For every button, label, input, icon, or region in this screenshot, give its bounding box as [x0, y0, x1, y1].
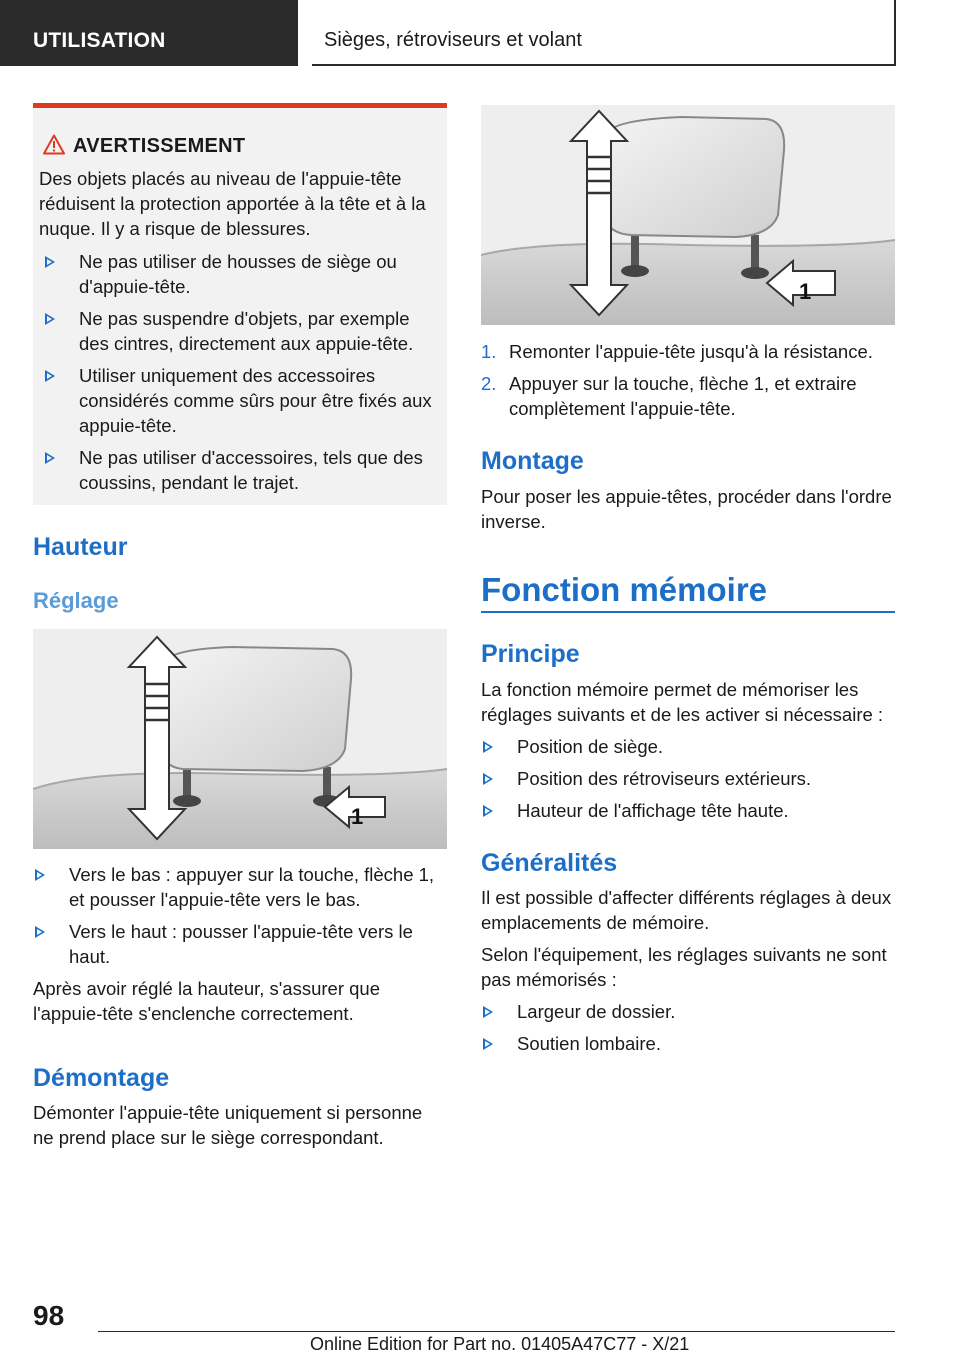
section-heading-hauteur: Hauteur	[33, 533, 128, 561]
bullet-triangle-icon	[483, 741, 493, 753]
list-item: Vers le haut : pousser l'appuie-tête vers le haut.	[33, 919, 447, 969]
demontage-text: Démonter l'appuie-tête uniquement si personne ne prend place sur le siège correspondant.	[33, 1102, 423, 1148]
warning-box	[33, 103, 447, 505]
bullet-triangle-icon	[45, 370, 55, 382]
headrest-illustration	[33, 629, 447, 849]
figure-label: 1	[799, 279, 812, 304]
section-heading-montage: Montage	[481, 447, 584, 475]
warning-body	[39, 166, 443, 502]
hauteur-note: Après avoir réglé la hauteur, s'assurer que l'appuie-tête s'enclenche correctement.	[33, 978, 381, 1024]
footer-edition: Online Edition for Part no. 01405A47C77 - X/21	[310, 1334, 690, 1354]
footer-rule	[98, 1331, 895, 1332]
list-item: Ne pas suspendre d'objets, par exemple des cintres, directement aux appuie-tête.	[43, 306, 443, 356]
list-item: Largeur de dossier.	[481, 999, 895, 1024]
principe-list	[481, 734, 895, 830]
bullet-triangle-icon	[483, 805, 493, 817]
generalites-text-1: Il est possible d'affecter différents réglages à deux emplacements de mémoire.	[481, 887, 892, 933]
list-item: Ne pas utiliser de housses de siège ou d'appuie-tête.	[43, 249, 443, 299]
bullet-triangle-icon	[45, 452, 55, 464]
list-item: Ne pas utiliser d'accessoires, tels que des coussins, pendant le trajet.	[43, 445, 443, 495]
header-separator	[298, 0, 312, 66]
generalites-list	[481, 999, 895, 1063]
removal-steps	[481, 339, 895, 428]
figure-label: 1	[351, 804, 364, 829]
bullet-triangle-icon	[483, 1038, 493, 1050]
headrest-adjust-figure	[33, 629, 447, 849]
warning-triangle-icon	[43, 134, 65, 155]
warning-list	[39, 249, 443, 495]
bullet-triangle-icon	[35, 926, 45, 938]
warning-title: AVERTISSEMENT	[73, 135, 246, 157]
warning-text: Des objets placés au niveau de l'appuie-tête réduisent la protection apportée à la tête et à la nuque. Il y a risque de blessures.	[39, 168, 426, 239]
bullet-triangle-icon	[483, 1006, 493, 1018]
section-heading-generalites: Généralités	[481, 849, 618, 877]
montage-text: Pour poser les appuie-têtes, procéder dans l'ordre inverse.	[481, 486, 892, 532]
list-item: Hauteur de l'affichage tête haute.	[481, 798, 895, 823]
list-item: Position de siège.	[481, 734, 895, 759]
bullet-triangle-icon	[45, 256, 55, 268]
headrest-illustration	[481, 105, 895, 325]
principe-text: La fonction mémoire permet de mémoriser les réglages suivants et de les activer si nécessaire :	[481, 679, 884, 725]
list-item: Soutien lombaire.	[481, 1031, 895, 1056]
headrest-removal-figure	[481, 105, 895, 325]
list-item: Utiliser uniquement des accessoires considérés comme sûrs pour être fixés aux appuie-tête.	[43, 363, 443, 438]
bullet-triangle-icon	[45, 313, 55, 325]
generalites-text-2: Selon l'équipement, les réglages suivants ne sont pas mémorisés :	[481, 944, 887, 990]
bullet-triangle-icon	[483, 773, 493, 785]
list-item: 2. Appuyer sur la touche, flèche 1, et extraire complètement l'appuie-tête.	[481, 373, 857, 419]
page-number: 98	[33, 1300, 65, 1331]
chapter-title: Sièges, rétroviseurs et volant	[312, 0, 896, 66]
list-item: 1. Remonter l'appuie-tête jusqu'à la résistance.	[481, 341, 873, 362]
list-item: Vers le bas : appuyer sur la touche, flèche 1, et pousser l'appuie-tête vers le bas.	[33, 862, 447, 912]
hauteur-list	[33, 862, 447, 976]
heading-rule	[481, 611, 895, 613]
section-heading-demontage: Démontage	[33, 1064, 170, 1092]
subsection-heading-reglage: Réglage	[33, 588, 119, 613]
section-heading-principe: Principe	[481, 640, 580, 668]
section-tab: UTILISATION	[0, 0, 298, 66]
list-item: Position des rétroviseurs extérieurs.	[481, 766, 895, 791]
page-header	[0, 0, 960, 66]
bullet-triangle-icon	[35, 869, 45, 881]
chapter-heading-memoire: Fonction mémoire	[481, 571, 768, 608]
